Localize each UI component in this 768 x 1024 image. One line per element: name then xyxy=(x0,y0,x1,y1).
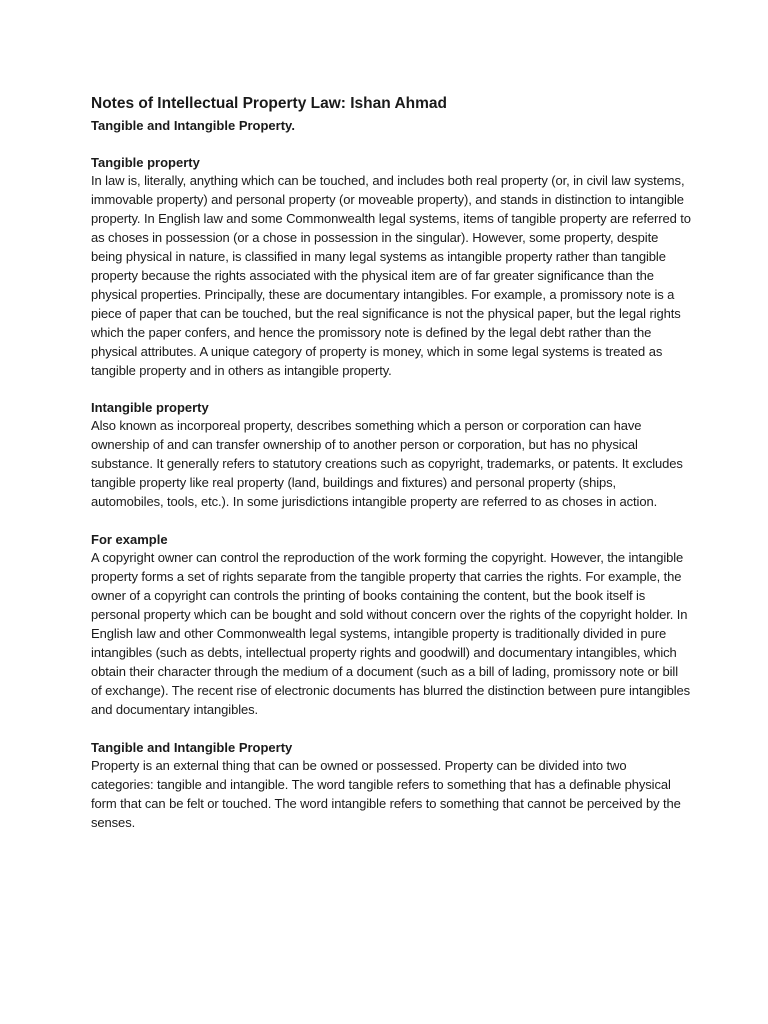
section-body: In law is, literally, anything which can be touched, and includes both real property (or, in civil law systems, immovable property) and personal property (or moveable property), and stands in distinction to intangible property. In English law and some Commonwealth legal systems, items of tangible property are referred to as choses in possession (or a chose in possession in the singular). However, some property, despite being physical in nature, is classified in many legal systems as intangible property rather than tangible property because the rights associated with the physical item are of far greater significance than the physical properties. Principally, these are documentary intangibles. For example, a promissory note is a piece of paper that can be touched, but the real significance is not the physical paper, but the legal rights which the paper confers, and hence the promissory note is defined by the legal debt rather than the physical attributes. A unique category of property is money, which in some legal systems is treated as tangible property and in others as intangible property. xyxy=(91,173,691,378)
section-heading: For example xyxy=(91,532,168,548)
section-body: Also known as incorporeal property, describes something which a person or corporation can have ownership of and can transfer ownership of to another person or corporation, but has no physical substance. It generally refers to statutory creations such as copyright, trademarks, or patents. It excludes tangible property like real property (land, buildings and fixtures) and personal property (ships, automobiles, tools, etc.). In some jurisdictions intangible property are referred to as choses in action. xyxy=(91,418,683,510)
section-for-example xyxy=(91,530,691,720)
section-tangible-and-intangible xyxy=(91,738,691,833)
section-heading: Tangible and Intangible Property xyxy=(91,739,293,755)
document-page xyxy=(91,95,691,833)
section-heading: Intangible property xyxy=(91,400,209,416)
document-subtitle: Tangible and Intangible Property. xyxy=(91,118,295,133)
section-heading: Tangible property xyxy=(91,155,200,170)
section-intangible-property xyxy=(91,398,691,512)
section-body: A copyright owner can control the reproduction of the work forming the copyright. However, the intangible property forms a set of rights separate from the tangible property that carries the rights. For example, the owner of a copyright can controls the printing of books containing the content, but the book itself is personal property which can be bought and sold without concern over the rights of the copyright holder. In English law and other Commonwealth legal systems, intangible property is traditionally divided in pure intangibles (such as debts, intellectual property rights and goodwill) and documentary intangibles, which obtain their character through the medium of a document (such as a bill of lading, promissory note or bill of exchange). The recent rise of electronic documents has blurred the distinction between pure intangibles and documentary intangibles. xyxy=(91,550,691,717)
section-body: Property is an external thing that can be owned or possessed. Property can be divided into two categories: tangible and intangible. The word tangible refers to something that has a definable physical form that can be felt or touched. The word intangible refers to something that cannot be perceived by the senses. xyxy=(91,757,681,830)
document-title: Notes of Intellectual Property Law: Ishan Ahmad xyxy=(91,95,447,112)
section-tangible-property xyxy=(91,153,691,380)
